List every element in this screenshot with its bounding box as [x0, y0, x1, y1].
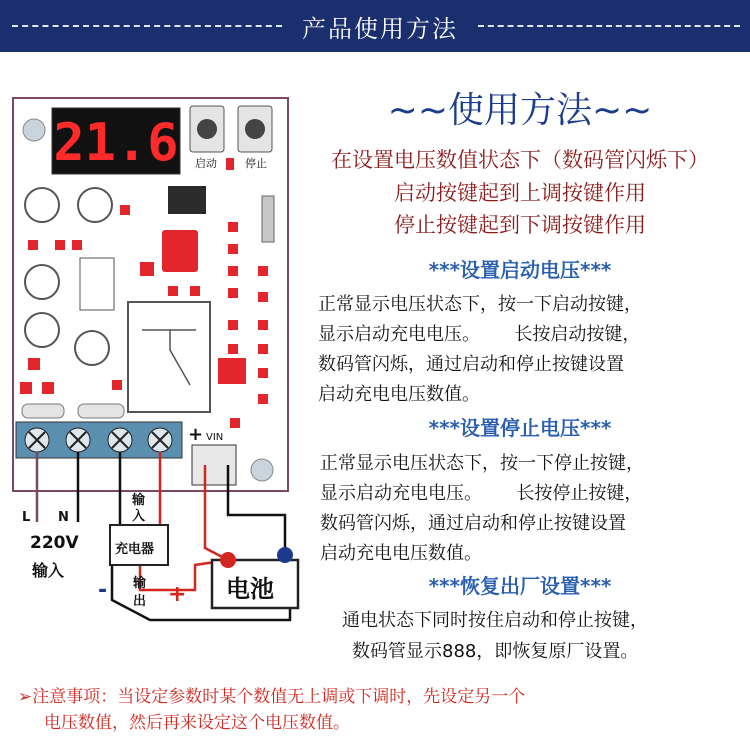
note-line-2: 电压数值，然后再来设定这个电压数值。: [44, 713, 350, 733]
section-title-factory-reset: ***恢复出厂设置***: [428, 574, 612, 598]
section-title-start-voltage: ***设置启动电压***: [428, 258, 612, 282]
section-line: 显示启动充电电压。 长按停止按键，: [320, 483, 643, 504]
banner-title: 产品使用方法: [302, 15, 458, 43]
inductor-icon: [75, 331, 109, 365]
relay-icon: [128, 302, 210, 412]
vin-label: VIN: [206, 432, 224, 443]
charger-plus-label: +: [168, 582, 187, 607]
section-line: 数码管闪烁，通过启动和停止按键设置: [320, 513, 626, 534]
battery-minus-terminal-icon: [277, 547, 293, 563]
banner-dash-right: [478, 25, 740, 27]
section-line: 数码管显示888，即恢复原厂设置。: [352, 641, 639, 662]
pin-header-icon: [262, 196, 274, 242]
charger-minus-label: -: [98, 578, 108, 603]
charger-output-label: 输出: [133, 576, 147, 609]
header-banner: [0, 0, 750, 52]
banner-dash-left: [12, 25, 282, 27]
stop-button-label: 停止: [245, 157, 267, 170]
terminal-L-label: L: [22, 510, 31, 525]
battery-label: 电池: [226, 575, 274, 603]
note-line-1: ➢注意事项：当设定参数时某个数值无上调或下调时，先设定另一个: [18, 687, 526, 707]
start-button-knob-icon: [197, 119, 217, 139]
charger-label: 充电器: [115, 542, 155, 557]
start-button-label: 启动: [195, 157, 217, 170]
optocoupler-icon: [80, 258, 114, 310]
section-line: 正常显示电压状态下，按一下停止按键，: [320, 453, 644, 474]
capacitor-icon: [25, 188, 59, 222]
smd-led-icon: [226, 158, 234, 170]
fuse-icon: [78, 404, 124, 418]
mounting-hole-icon: [23, 119, 45, 141]
capacitor-icon: [25, 265, 59, 299]
usage-line: 在设置电压数值状态下（数码管闪烁下）: [331, 148, 709, 172]
section-title-stop-voltage: ***设置停止电压***: [428, 416, 612, 440]
section-line: 通电状态下同时按住启动和停止按键，: [342, 610, 648, 631]
voltage-label: 220V: [30, 533, 79, 553]
vin-connector: [192, 445, 236, 485]
inductor-icon: [78, 188, 112, 222]
mains-input-label: 输入: [32, 561, 65, 580]
led-display-digits: 21.6: [53, 113, 179, 173]
section-line: 数码管闪烁，通过启动和停止按键设置: [318, 354, 624, 375]
capacitor-icon: [25, 313, 59, 347]
stop-button-knob-icon: [245, 119, 265, 139]
usage-title: ~~使用方法~~: [387, 90, 653, 131]
ic-chip-icon: [168, 186, 206, 214]
usage-line: 启动按键起到上调按键作用: [394, 181, 646, 205]
fuse-icon: [22, 404, 64, 418]
vin-plus-label: +: [188, 424, 204, 445]
charger-input-label: 输入: [132, 493, 146, 524]
section-line: 启动充电电压数值。: [320, 543, 482, 564]
terminal-N-label: N: [58, 510, 69, 525]
section-line: 正常显示电压状态下，按一下启动按键，: [318, 294, 642, 315]
battery-plus-terminal-icon: [220, 552, 236, 568]
usage-line: 停止按键起到下调按键作用: [394, 213, 646, 237]
section-line: 显示启动充电电压。 长按启动按键，: [318, 324, 641, 345]
section-line: 启动充电电压数值。: [318, 384, 480, 405]
mounting-hole-icon: [251, 459, 273, 481]
